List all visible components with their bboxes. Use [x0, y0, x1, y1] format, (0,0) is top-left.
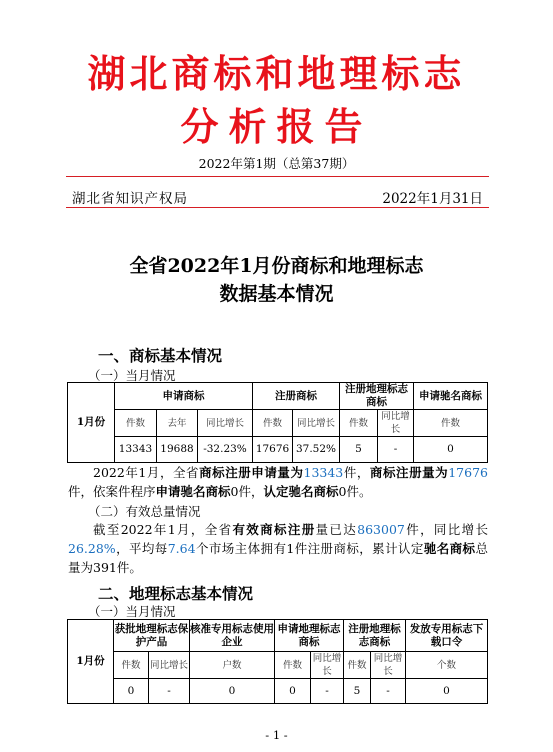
section2-title: 二、地理标志基本情况 [98, 584, 254, 603]
report-title-line1: 湖北商标和地理标志 [87, 51, 466, 96]
section1-sub1: （一）当月情况 [88, 368, 176, 383]
table-cell: 17676 [253, 437, 293, 463]
group-header: 核准专用标志使用企业 [190, 620, 275, 652]
table-cell: 19688 [157, 437, 198, 463]
table-cell: 5 [344, 679, 371, 704]
group-header: 申请商标 [115, 383, 253, 410]
heading-line1: 全省2022年1月份商标和地理标志 [129, 255, 424, 277]
document-heading [0, 252, 553, 308]
issue-number: 2022年第1期（总第37期） [198, 156, 355, 171]
section2-sub1: （一）当月情况 [88, 604, 176, 619]
table-cell: - [378, 437, 414, 463]
table-cell: 0 [275, 679, 311, 704]
issue-date: 2022年1月31日 [382, 191, 483, 207]
table-cell: -32.23% [198, 437, 253, 463]
subheader: 件数 [115, 410, 157, 437]
section1-sub2: （二）有效总量情况 [88, 504, 201, 519]
group-header: 注册商标 [253, 383, 340, 410]
subheader: 件数 [344, 652, 371, 679]
table-cell: 0 [114, 679, 149, 704]
subheader: 同比增长 [311, 652, 344, 679]
subheader: 同比增长 [198, 410, 253, 437]
subheader: 件数 [275, 652, 311, 679]
group-header: 申请驰名商标 [414, 383, 488, 410]
group-header: 申请地理标志商标 [275, 620, 344, 652]
subheader: 个数 [406, 652, 488, 679]
group-header: 发放专用标志下载口令 [406, 620, 488, 652]
table-cell: 5 [340, 437, 378, 463]
section1-title: 一、商标基本情况 [98, 346, 223, 365]
geographical-indication-table [67, 619, 488, 704]
subheader: 件数 [114, 652, 149, 679]
subheader: 同比增长 [378, 410, 414, 437]
group-header: 获批地理标志保护产品 [114, 620, 190, 652]
subheader: 同比增长 [149, 652, 190, 679]
table-cell: - [371, 679, 406, 704]
report-title-line2: 分析报告 [180, 104, 373, 149]
subheader: 件数 [253, 410, 293, 437]
red-divider-top [66, 176, 489, 177]
red-divider-bottom [66, 207, 489, 208]
row-label: 1月份 [68, 383, 115, 463]
subheader: 同比增长 [371, 652, 406, 679]
group-header: 注册地理标志商标 [340, 383, 414, 410]
issuer: 湖北省知识产权局 [72, 191, 188, 207]
heading-line2: 数据基本情况 [219, 283, 334, 305]
group-header: 注册地理标志商标 [344, 620, 406, 652]
table-cell: 13343 [115, 437, 157, 463]
table-cell: - [149, 679, 190, 704]
trademark-table [67, 382, 488, 463]
table-cell: - [311, 679, 344, 704]
paragraph-total: 截至2022年1月，全省有效商标注册量已达863007件，同比增长26.28%，平均每7.64个市场主体拥有1件注册商标，累计认定驰名商标总量为391件。 [68, 522, 488, 575]
page-number: - 1 - [265, 728, 288, 742]
subheader: 件数 [414, 410, 488, 437]
table-cell: 0 [414, 437, 488, 463]
table-cell: 0 [190, 679, 275, 704]
table-cell: 37.52% [293, 437, 340, 463]
subheader: 同比增长 [293, 410, 340, 437]
paragraph-monthly: 2022年1月，全省商标注册申请量为13343件，商标注册量为17676件，依案件程序申请驰名商标0件，认定驰名商标0件。 [68, 465, 488, 499]
subheader: 去年 [157, 410, 198, 437]
subheader: 户数 [190, 652, 275, 679]
subheader: 件数 [340, 410, 378, 437]
table-cell: 0 [406, 679, 488, 704]
row-label: 1月份 [68, 620, 114, 704]
